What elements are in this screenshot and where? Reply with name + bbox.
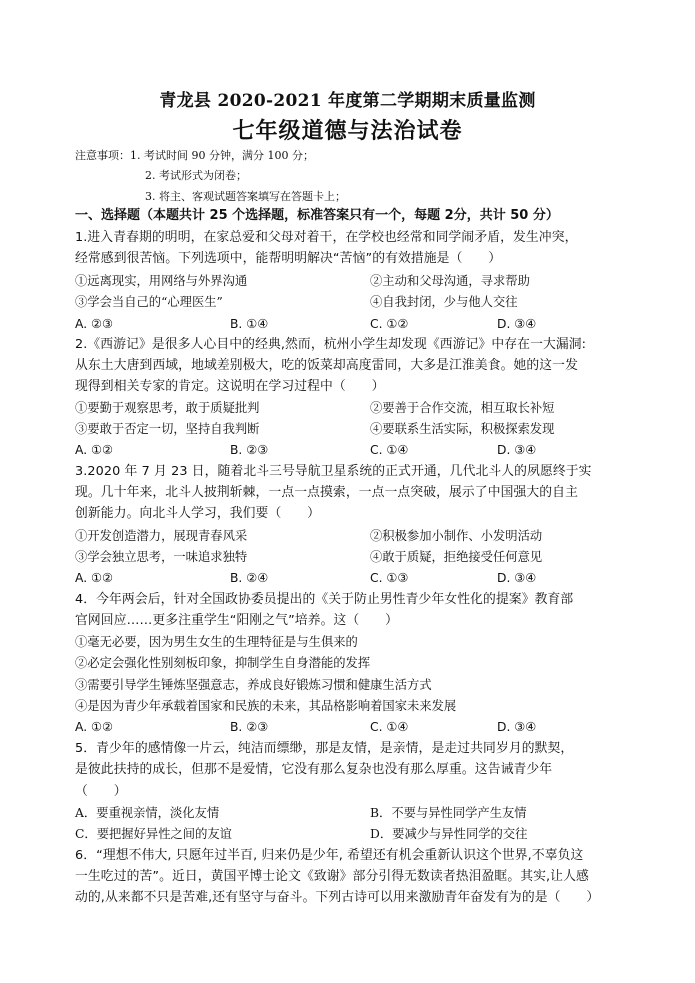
notes-item-1: 1. 考试时间 90 分钟，满分 100 分； [130,149,314,162]
q3-answer-a: A. ①② [75,571,114,585]
notes-label: 注意事项： [75,149,130,162]
q5-option-c: C．要把握好异性之间的友谊 [75,827,232,841]
q2-option-4: ④要联系生活实际，积极探索发现 [370,422,555,436]
q2-answer-d: D. ③④ [497,443,537,457]
q5-line-2: 是彼此扶持的成长，但那不是爱情，它没有那么复杂也没有那么厚重。这告诫青少年 [75,762,553,777]
q2-answer-b: B. ②③ [230,443,269,457]
q4-option-1: ①毫无必要，因为男生女生的生理特征是与生俱来的 [75,635,358,649]
q3-option-2: ②积极参加小制作、小发明活动 [370,529,543,543]
exam-title: 青龙县 2020-2021 年度第二学期期末质量监测 [159,91,536,111]
q1-answer-b: B. ①④ [230,317,269,331]
q1-line-2: 经常感到很苦恼。下列选项中，能帮明明解决“苦恼”的有效措施是（ ） [75,251,502,266]
q1-answer-d: D. ③④ [497,317,537,331]
q3-answer-d: D. ③④ [497,571,537,585]
q4-answer-c: C. ①④ [370,720,409,734]
notes-line-1 [75,148,314,164]
q6-line-2: 一生吃过的苦”。近日，黄国平博士论文《致谢》部分引得无数读者热泪盈眶。其实,让人感 [75,869,589,884]
q2-option-3: ③要敢于否定一切，坚持自我判断 [75,422,260,436]
q6-line-3: 动的,从来都不只是苦难,还有坚守与奋斗。下列古诗可以用来激励青年奋发有为的是（ ） [75,890,600,905]
q1-line-1: 1.进入青春期的明明，在家总爱和父母对着干，在学校也经常和同学闹矛盾，发生冲突， [75,230,578,245]
q2-line-1: 2.《西游记》是很多人心目中的经典,然而，杭州小学生却发现《西游记》中存在一大漏洞: [75,337,587,352]
q3-answer-b: B. ②④ [230,571,269,585]
q4-answer-d: D. ③④ [497,720,537,734]
q2-answer-a: A. ①② [75,443,114,457]
q5-line-1: 5．青少年的感情像一片云，纯洁而缥缈，那是友情，是亲情，是走过共同岁月的默契， [75,741,574,756]
q4-option-2: ②必定会强化性别刻板印象，抑制学生自身潜能的发挥 [75,656,371,670]
q3-option-1: ①开发创造潜力，展现青春风采 [75,529,248,543]
notes-item-3: 3. 将主、客观试题答案填写在答题卡上； [145,190,346,203]
q4-option-3: ③需要引导学生锤炼坚强意志，养成良好锻炼习惯和健康生活方式 [75,678,432,692]
q3-line-1: 3.2020 年 7 月 23 日，随着北斗三号导航卫星系统的正式开通，几代北斗人的夙愿终于实 [75,464,592,479]
q2-option-1: ①要勤于观察思考，敢于质疑批判 [75,401,260,415]
q3-option-3: ③学会独立思考，一味追求独特 [75,550,248,564]
q3-line-3: 创新能力。向北斗人学习，我们要（ ） [75,506,321,521]
notes-item-2: 2. 考试形式为闭卷； [145,169,247,182]
q1-option-4: ④自我封闭，少与他人交往 [370,295,518,309]
q3-answer-c: C. ①③ [370,571,409,585]
q1-answer-a: A. ②③ [75,317,114,331]
q2-option-2: ②要善于合作交流，相互取长补短 [370,401,555,415]
q5-line-3: （ ） [75,784,127,799]
exam-subtitle: 七年级道德与法治试卷 [232,118,463,144]
q6-line-1: 6．“理想不伟大, 只愿年过半百, 归来仍是少年, 希望还有机会重新认识这个世界,不辜负这 [75,848,584,863]
q5-option-b: B．不要与异性同学产生友情 [370,806,527,820]
q1-option-3: ③学会当自己的“心理医生” [75,295,223,309]
q4-line-1: 4．今年两会后，针对全国政协委员提出的《关于防止男性青少年女性化的提案》教育部 [75,592,574,607]
section-title: 一、选择题（本题共计 25 个选择题，标准答案只有一个，每题 2分，共计 50 分） [75,208,559,223]
q4-answer-b: B. ②③ [230,720,269,734]
q1-answer-c: C. ①② [370,317,409,331]
q2-line-3: 现得到相关专家的肯定。这说明在学习过程中（ ） [75,379,385,394]
q1-option-1: ①远离现实，用网络与外界沟通 [75,274,248,288]
q3-line-2: 现。几十年来，北斗人披荆斩棘，一点一点摸索，一点一点突破，展示了中国强大的自主 [75,485,578,500]
q3-option-4: ④敢于质疑，拒绝接受任何意见 [370,550,543,564]
q4-option-4: ④是因为青少年承载着国家和民族的未来，其品格影响着国家未来发展 [75,699,457,713]
q4-line-2: 官网回应……更多注重学生“阳刚之气”培养。这（ ） [75,613,398,628]
q5-option-a: A．要重视亲情，淡化友情 [75,806,220,820]
q1-option-2: ②主动和父母沟通，寻求帮助 [370,274,530,288]
q4-answer-a: A. ①② [75,720,114,734]
q2-line-2: 从东土大唐到西域，地域差别极大，吃的饭菜却高度雷同，大多是江淮美食。她的这一发 [75,358,578,373]
q5-option-d: D．要减少与异性同学的交往 [370,827,528,841]
q2-answer-c: C. ①④ [370,443,409,457]
